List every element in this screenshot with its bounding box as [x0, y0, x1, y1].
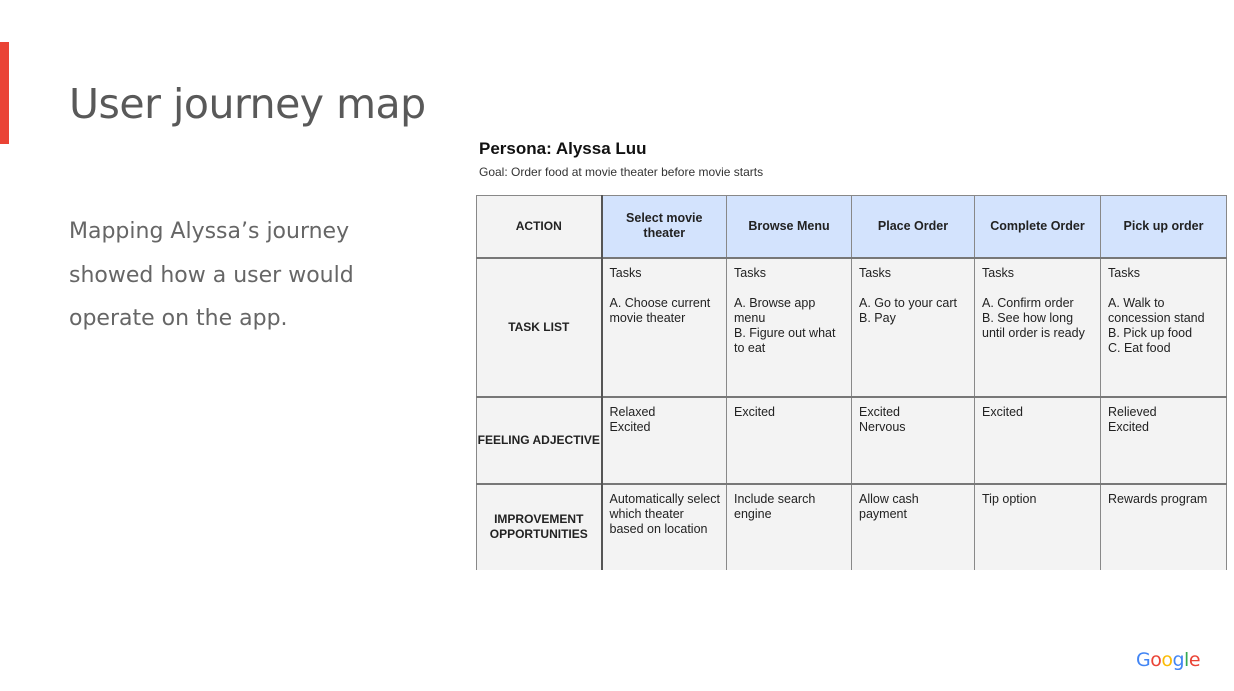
stage-header: Place Order	[852, 196, 975, 258]
journey-cell	[975, 258, 1101, 397]
journey-cell	[602, 397, 727, 484]
slide-title: User journey map	[69, 80, 426, 128]
stage-header: Complete Order	[975, 196, 1101, 258]
cell-text: Excited	[982, 404, 1023, 419]
cell-text: Tasks	[859, 265, 891, 280]
cell-text: B. See how long until order is ready	[982, 310, 1085, 340]
cell-text: Excited	[1108, 419, 1149, 434]
journey-cell	[727, 397, 852, 484]
accent-bar	[0, 42, 9, 144]
cell-text: B. Pick up food	[1108, 325, 1193, 340]
row-label: TASK LIST	[477, 258, 602, 397]
journey-cell	[1101, 484, 1227, 570]
row-label: IMPROVEMENT OPPORTUNITIES	[477, 484, 602, 570]
journey-row	[477, 258, 1227, 397]
cell-text: Include search engine	[734, 491, 816, 521]
journey-cell	[1101, 258, 1227, 397]
logo-letter: g	[1172, 649, 1185, 671]
journey-cell	[602, 258, 727, 397]
stage-header: Browse Menu	[727, 196, 852, 258]
journey-cell	[602, 484, 727, 570]
stage-header: Select movie theater	[602, 196, 727, 258]
journey-cell	[852, 258, 975, 397]
stage-header-row	[477, 196, 1227, 258]
cell-text: B. Figure out what to eat	[734, 325, 836, 355]
cell-text: A. Confirm order	[982, 295, 1074, 310]
journey-cell	[727, 484, 852, 570]
journey-row	[477, 397, 1227, 484]
journey-cell	[1101, 397, 1227, 484]
cell-text: A. Browse app menu	[734, 295, 816, 325]
logo-letter: o	[1150, 649, 1162, 671]
logo-letter: e	[1188, 649, 1201, 671]
cell-text: Tasks	[1108, 265, 1140, 280]
cell-text: Tip option	[982, 491, 1037, 506]
cell-text: Tasks	[734, 265, 766, 280]
journey-cell	[852, 484, 975, 570]
journey-cell	[975, 397, 1101, 484]
logo-letter: l	[1184, 649, 1189, 671]
cell-text: Relaxed	[609, 404, 656, 419]
journey-map-table	[476, 195, 1227, 570]
persona-goal: Goal: Order food at movie theater before movie starts	[479, 165, 764, 179]
cell-text: A. Walk to concession stand	[1108, 295, 1205, 325]
journey-row	[477, 484, 1227, 570]
cell-text: Excited	[859, 404, 900, 419]
logo-letter: G	[1136, 649, 1151, 671]
cell-text: Allow cash payment	[859, 491, 919, 521]
cell-text: A. Choose current movie theater	[609, 295, 711, 325]
cell-text: Excited	[609, 419, 651, 434]
row-label: FEELING ADJECTIVE	[477, 397, 602, 484]
cell-text: Rewards program	[1108, 491, 1208, 506]
cell-text: Nervous	[859, 419, 906, 434]
slide-body-text: Mapping Alyssa’s journey showed how a user would operate on the app.	[69, 219, 354, 331]
cell-text: C. Eat food	[1108, 340, 1171, 355]
stage-header: Pick up order	[1101, 196, 1227, 258]
journey-cell	[975, 484, 1101, 570]
cell-text: Excited	[734, 404, 775, 419]
cell-text: Automatically select which theater based on location	[609, 491, 720, 536]
google-logo	[1136, 649, 1200, 671]
logo-letter: o	[1161, 649, 1173, 671]
cell-text: Relieved	[1108, 404, 1157, 419]
journey-cell	[727, 258, 852, 397]
action-header: ACTION	[477, 196, 602, 258]
cell-text: Tasks	[609, 265, 642, 280]
cell-text: Tasks	[982, 265, 1014, 280]
cell-text: B. Pay	[859, 310, 896, 325]
cell-text: A. Go to your cart	[859, 295, 957, 310]
persona-name: Persona: Alyssa Luu	[479, 139, 647, 158]
journey-cell	[852, 397, 975, 484]
